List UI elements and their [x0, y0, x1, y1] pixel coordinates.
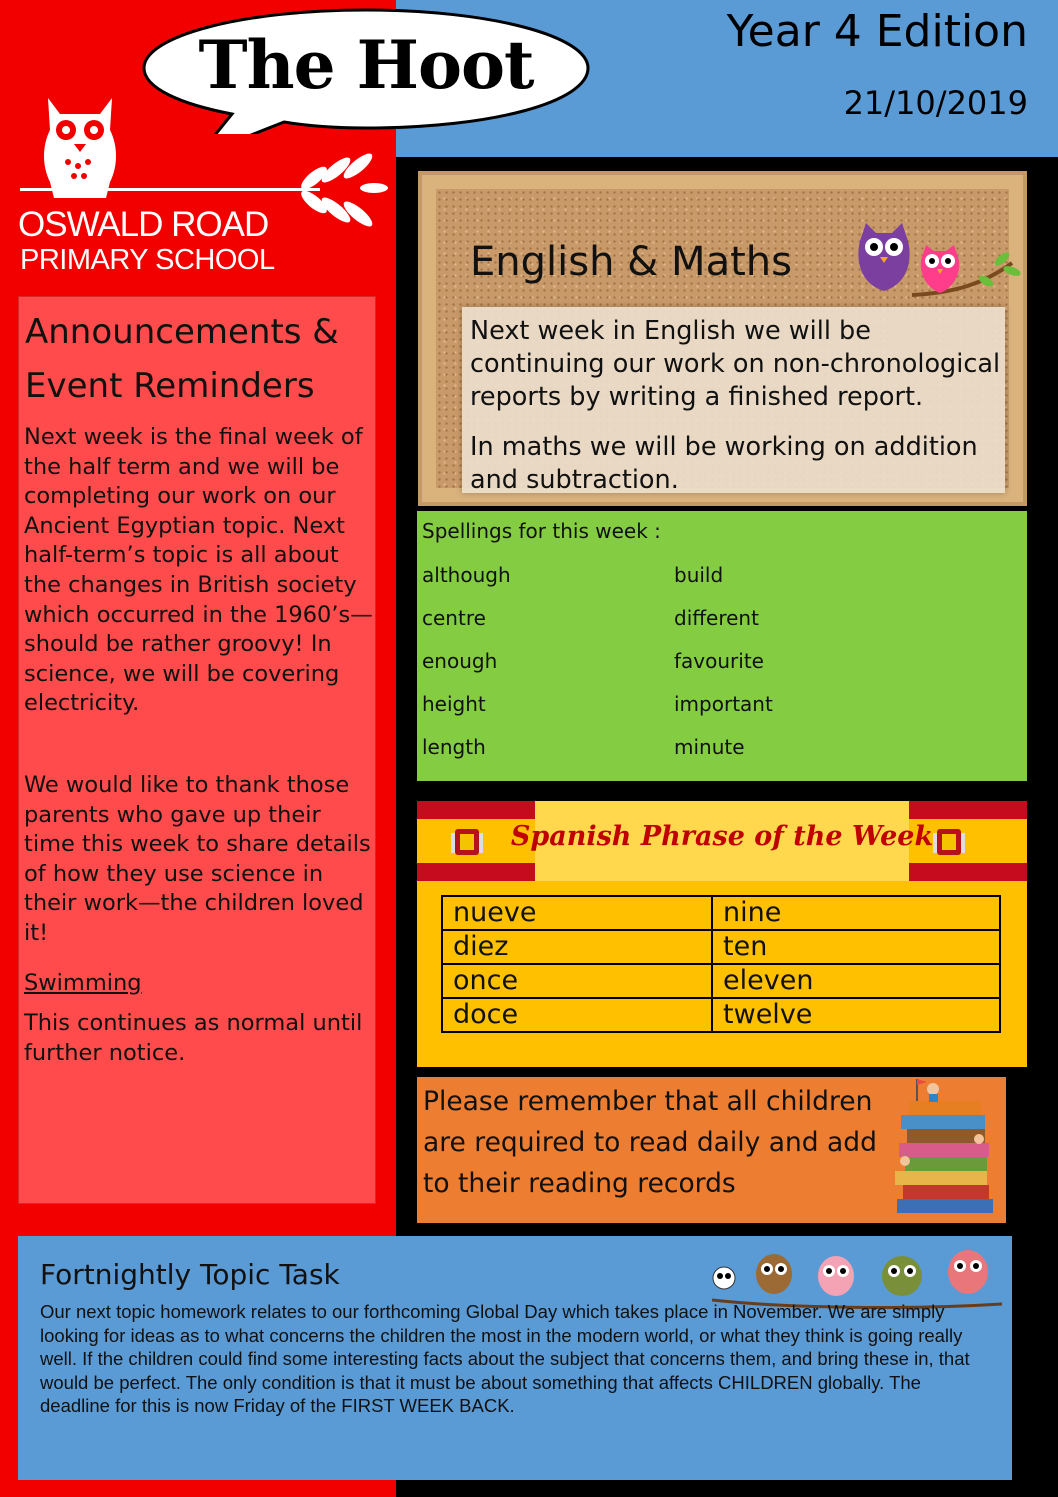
thanks-paragraph: We would like to thank those parents who gave up their time this week to share details of how they use science in their work—the children loved it!	[24, 772, 371, 946]
newsletter-title: The Hoot	[198, 26, 534, 104]
english-maths-heading: English & Maths	[470, 239, 792, 285]
table-row	[442, 964, 1000, 998]
book-stack-icon	[887, 1077, 1003, 1223]
english-maths-corkboard	[418, 171, 1027, 506]
maths-paragraph: In maths we will be working on addition and subtraction.	[470, 432, 978, 495]
swimming-text: This continues as normal until further notice.	[24, 1010, 363, 1066]
table-row	[442, 998, 1000, 1032]
spanish-phrase-panel	[417, 801, 1027, 1067]
english-word: eleven	[712, 964, 1000, 998]
spanish-phrase-heading: Spanish Phrase of the Week	[510, 821, 934, 852]
spanish-word: doce	[442, 998, 712, 1032]
topic-task-panel	[18, 1236, 1012, 1480]
topic-task-text: Our next topic homework relates to our forthcoming Global Day which takes place in November. We are simply looking for ideas as to what concerns the children the most in the modern world, or what they think is going really well. If the children could find some interesting facts about the subject that concerns them, and bring these in, that would be perfect. The only condition is that it must be about something that affects CHILDREN globally. The deadline for this is now Friday of the FIRST WEEK BACK.	[40, 1301, 970, 1416]
edition-label: Year 4 Edition	[726, 6, 1028, 57]
spanish-vocab-table	[441, 895, 1001, 1033]
english-maths-note	[462, 307, 1005, 493]
spanish-word: nueve	[442, 896, 712, 930]
issue-date: 21/10/2019	[843, 84, 1028, 122]
spellings-heading: Spellings for this week :	[422, 519, 661, 543]
spelling-word: build	[674, 563, 724, 587]
announcements-panel	[18, 296, 376, 1204]
spelling-word: centre	[422, 606, 486, 630]
school-name-line2: PRIMARY SCHOOL	[20, 244, 275, 276]
english-word: ten	[712, 930, 1000, 964]
spelling-word: length	[422, 735, 486, 759]
reading-reminder-text: Please remember that all children are required to read daily and add to their reading records	[423, 1086, 877, 1199]
reading-reminder-panel	[417, 1077, 1006, 1223]
school-name-line1: OSWALD ROAD	[18, 205, 269, 244]
swimming-heading: Swimming	[24, 970, 142, 996]
english-paragraph: Next week in English we will be continuing our work on non-chronological reports by writing a finished report.	[470, 316, 1001, 412]
spanish-word: once	[442, 964, 712, 998]
owls-on-branch-icon	[852, 213, 1022, 313]
table-row	[442, 896, 1000, 930]
spellings-panel	[417, 511, 1027, 781]
english-word: twelve	[712, 998, 1000, 1032]
spelling-word: important	[674, 692, 773, 716]
spanish-word: diez	[442, 930, 712, 964]
spelling-word: height	[422, 692, 486, 716]
spelling-word: favourite	[674, 649, 764, 673]
english-word: nine	[712, 896, 1000, 930]
topic-task-heading: Fortnightly Topic Task	[40, 1258, 340, 1291]
spelling-word: minute	[674, 735, 745, 759]
announcements-heading: Announcements & Event Reminders	[25, 312, 339, 406]
spelling-word: although	[422, 563, 511, 587]
spelling-word: enough	[422, 649, 498, 673]
spelling-word: different	[674, 606, 759, 630]
table-row	[442, 930, 1000, 964]
cork-surface	[436, 189, 1009, 495]
announcement-paragraph: Next week is the final week of the half term and we will be completing our work on our Ancient Egyptian topic. Next half-term’s topic is all about the changes in British society which occurred in the 1960’s—should be rather groovy! In science, we will be covering electricity.	[24, 424, 373, 717]
